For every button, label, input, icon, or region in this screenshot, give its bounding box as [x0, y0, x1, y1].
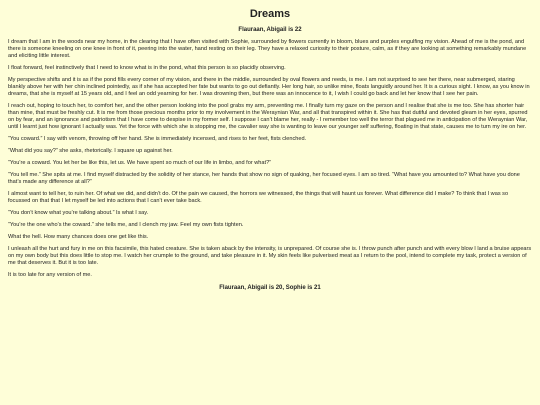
- paragraph: It is too late for any version of me.: [8, 272, 92, 278]
- paragraph: “You’re a coward. You let her be like this, let us. We have spent so much of our life in limbo, and for what?”: [8, 160, 272, 166]
- paragraph: “You coward.” I say with venom, throwing off her hand. She is immediately incensed, and rises to her feet, fists clenched.: [8, 136, 307, 142]
- paragraph: “You tell me.” She spits at me. I find myself distracted by the solidity of her stance, her hands that show no sign of quaking, her focused eyes. I am so tired. “What have you amounted to? What have you done that’s made any difference at all?”: [8, 172, 520, 185]
- paragraph: I reach out, hoping to touch her, to comfort her, and the other person looking into the pool grabs my arm, preventing me. I finally turn my gaze on the person and I realise that she is me too. She has shorter hair than mine, that must be freshly cut. It is me from those precious months prior to my involvement in the Weraynian War, and all that transpired within it. She has that dutiful and devoted gleam in her eyes, spurred on by fear, and an ignorance and patriotism that I have come to despise in my former self. I suppose I can’t blame her, really - I remember too well the terror that plagued me in anticipation of the Weraynian War, until I learnt just how ignorant I actually was. Yet the force with which she is stopping me, the cavalier way she is wanting to leave our younger self suffering, floating in that state, causes me to turn my ire on her.: [8, 103, 528, 130]
- section-footer-heading: Flauraan, Abigail is 20, Sophie is 21: [219, 285, 321, 291]
- paragraph: I dream that I am in the woods near my home, in the clearing that I have often visited with Sophie, surrounded by flowers currently in bloom, blues and purples engulfing my vision. Ahead of me is the pond, and there is someone kneeling on one knee in front of it, peering into the water, hand resting on their leg. They have a relaxed curiosity to their posture, calm, as if they are looking at something remarkably mundane and eliciting little interest.: [8, 39, 527, 59]
- paragraph: I almost want to tell her, to ruin her. Of what we did, and didn’t do. Of the pain we caused, the horrors we witnessed, the things that will haunt us forever. What difference did I make? To think that I was so focussed on that that I let myself be led into actions that I can’t ever take back.: [8, 191, 509, 204]
- page-title: Dreams: [249, 8, 291, 20]
- paragraph: “You’re the one who’s the coward.” she tells me, and I clench my jaw. Feel my own fists tighten.: [8, 222, 244, 228]
- paragraph: “What did you say?” she asks, rhetorically. I square up against her.: [8, 148, 173, 154]
- paragraph: What the hell. How many chances does one get like this.: [8, 234, 149, 240]
- paragraph: I unleash all the hurt and fury in me on this facsimile, this hated creature. She is taken aback by the intensity, is unprepared. Of course she is. I throw punch after punch and with every blow I land a bruise appears on my own body but this does little to stop me. I watch her crumple to the ground, and take pleasure in it. My skin feels like pulverised meat as I return to the pool, intend to complete my task, protect a version of me that deserves it. But it is too late.: [8, 246, 532, 266]
- paragraph: “You don’t know what you’re talking about.” Is what I say.: [8, 210, 149, 216]
- paragraph: I float forward, feel instinctively that I need to know what is in the pond, what this person is so placidly observing.: [8, 65, 286, 71]
- paragraph: My perspective shifts and it is as if the pond fills every corner of my vision, and there in the middle, surrounded by oval flowers and reeds, is me. I am not surprised to see her there, near submerged, staring blankly above her with her chin inclined pointedly, as if she has accepted her fate but wants to go out defiantly. Her long hair, so unlike mine, floats languidly around her. It is a curious sight. I know, as you know in dreams, that she is myself at 15 years old, and I feel an odd yearning for her. I was drowning then, but there was an innocence to it, I wish I could go back and let her know that I see her pain.: [8, 77, 530, 97]
- section-subtitle: Flauraan, Abigail is 22: [238, 27, 302, 33]
